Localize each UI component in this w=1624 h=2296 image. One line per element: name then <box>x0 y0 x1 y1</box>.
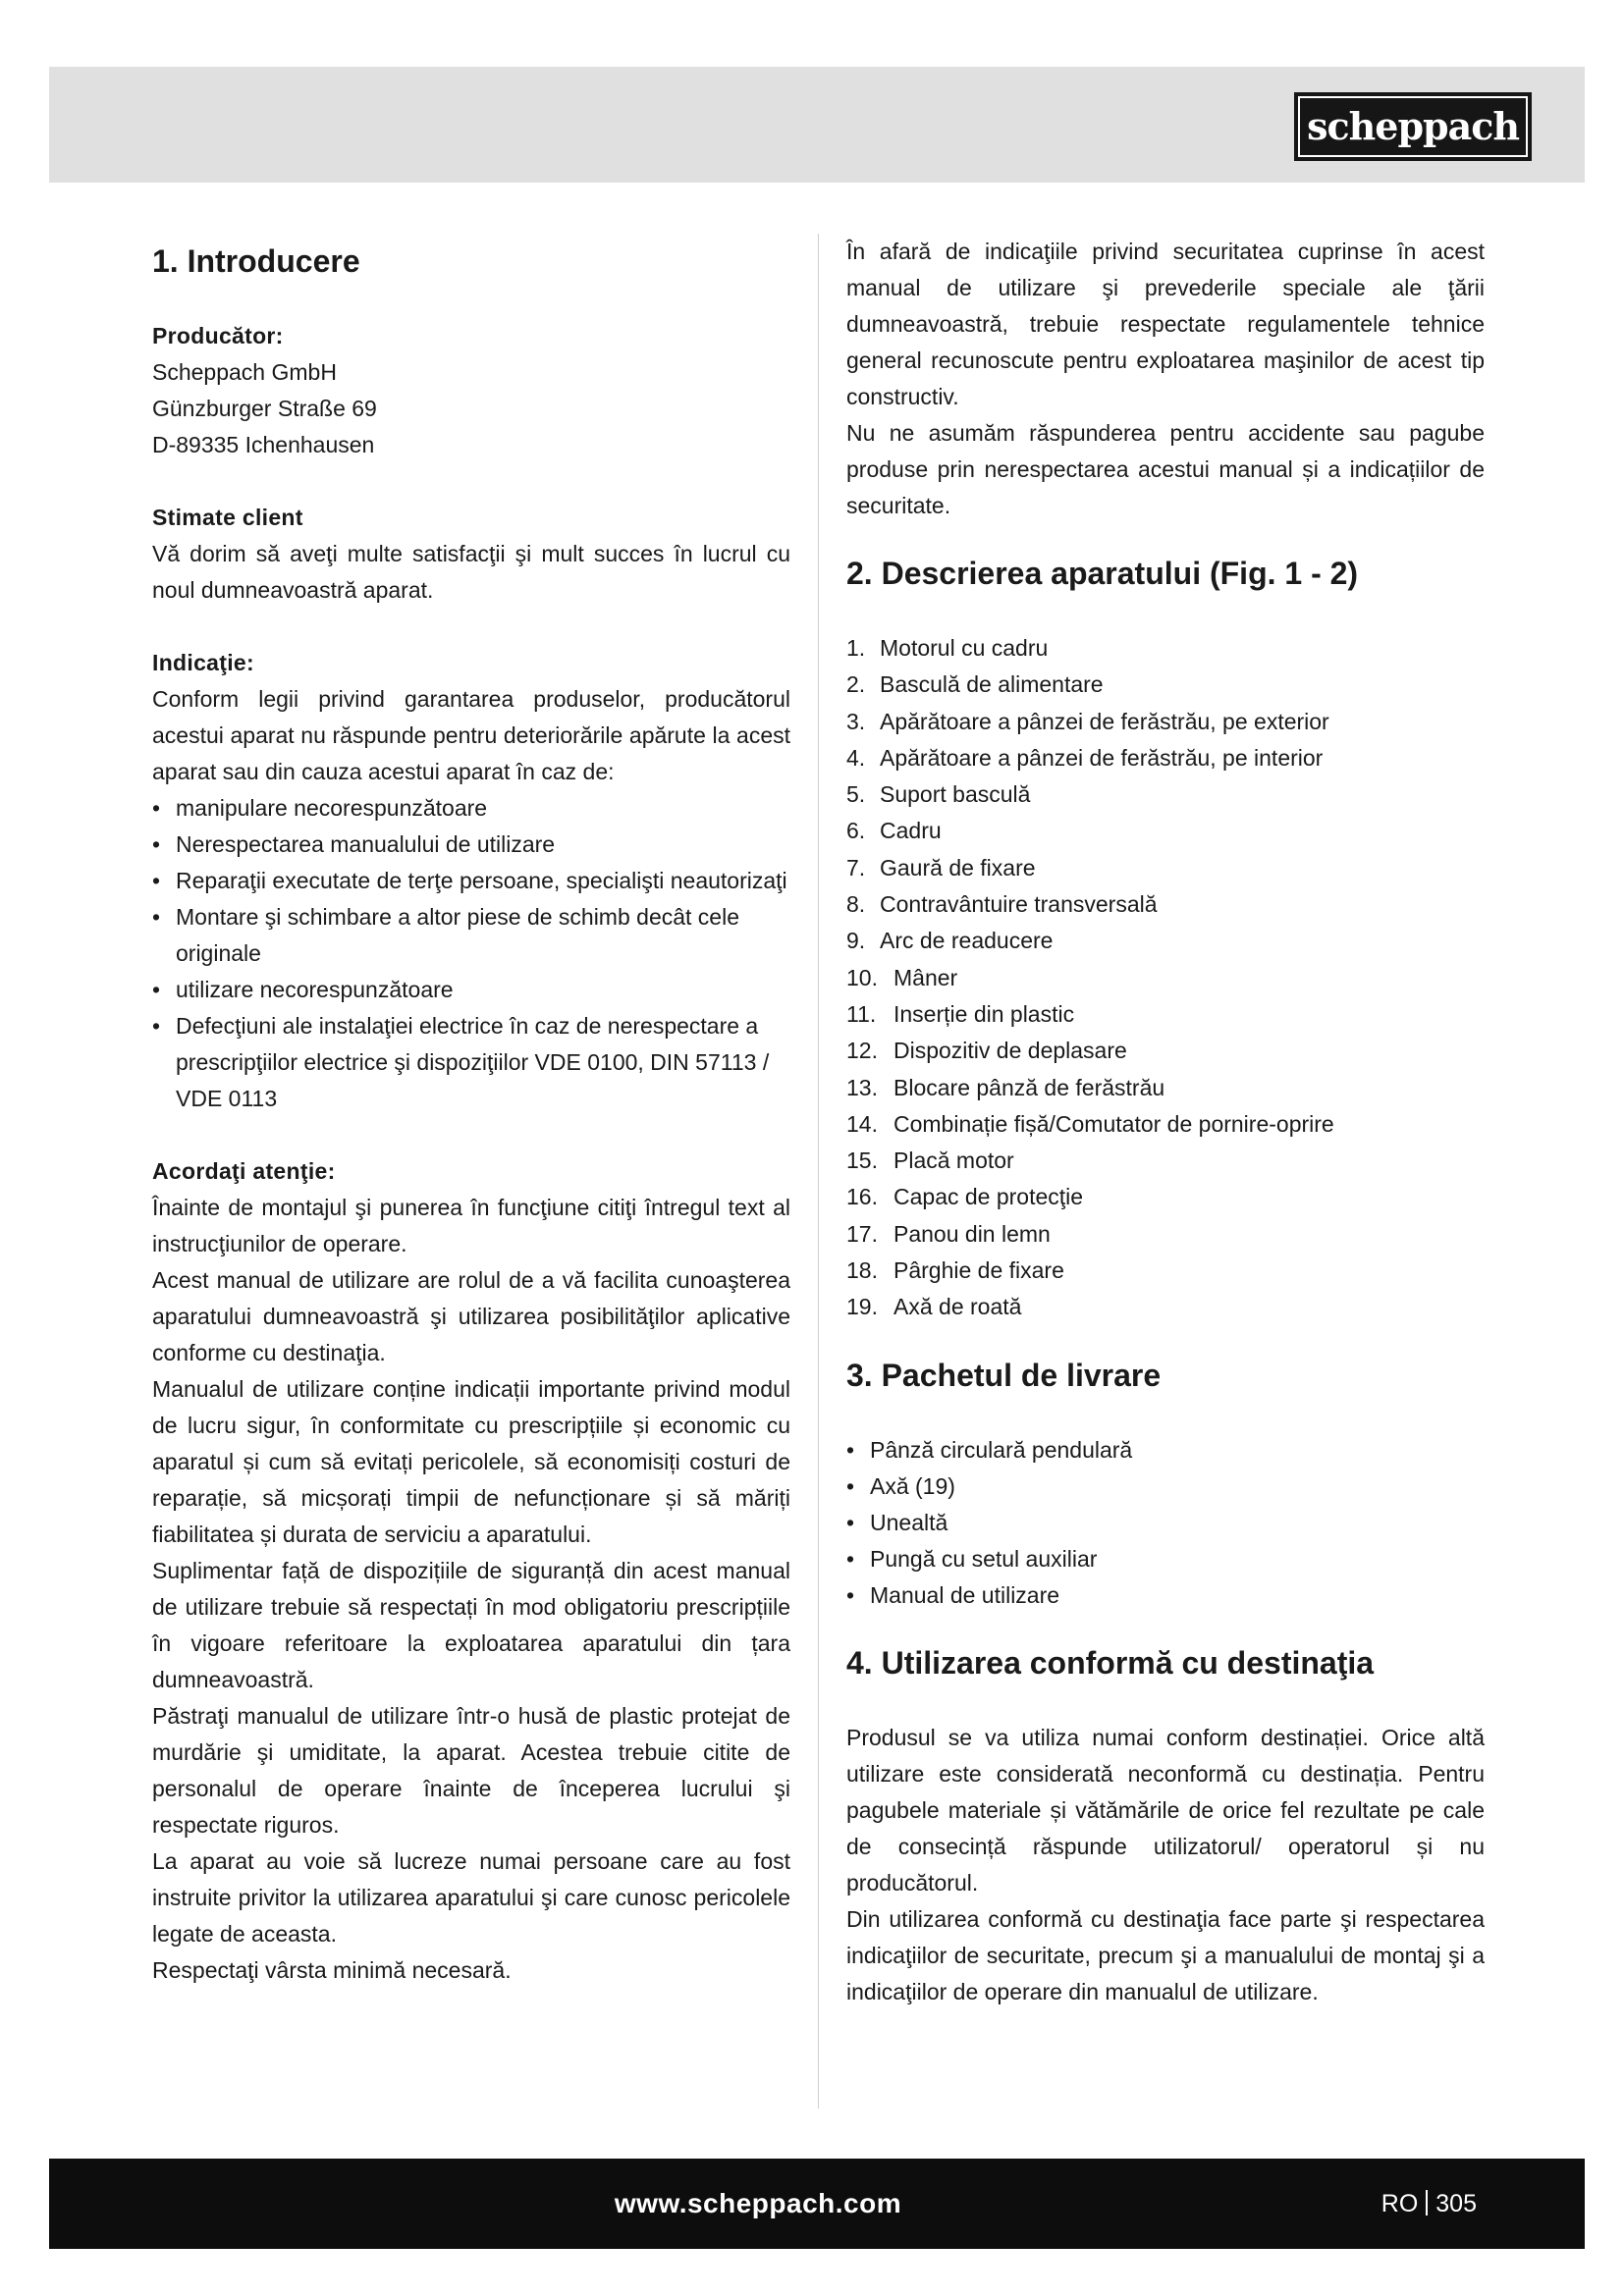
list-item: 16. Capac de protecţie <box>846 1184 1084 1210</box>
manufacturer-heading: Producător: <box>152 323 284 348</box>
list-item: • Nerespectarea manualului de utilizare <box>152 827 790 863</box>
list-item: • Manual de utilizare <box>846 1577 1485 1614</box>
intro-paragraph: În afară de indicaţiile privind securitatea cuprinse în acest manual de utilizare şi prevederile speciale ale ţării dumneavoastră, trebuie respectate regulamentele tehnice general recunoscute pentru exploatarea maşinilor de acest tip constructiv. <box>846 239 1485 409</box>
manufacturer-name: Scheppach GmbH <box>152 359 337 385</box>
intended-use-paragraph: Produsul se va utiliza numai conform destinației. Orice altă utilizare este considerată neconformă cu destinația. Pentru pagubele materiale și vătămările de orice fel rezultate pe cale de consecință răspunde utilizatorul/ operatorul și nu producătorul. <box>846 1724 1485 1896</box>
list-item: 7. Gaură de fixare <box>846 854 1036 881</box>
header-band <box>49 67 1585 183</box>
list-item: 2. Basculă de alimentare <box>846 671 1104 698</box>
note-intro: Conform legii privind garantarea produselor, producătorul acestui aparat nu răspunde pentru deteriorările apărute la acest aparat sau din cauza acestui aparat în caz de: <box>152 686 790 784</box>
attention-paragraph: La aparat au voie să lucreze numai persoane care au fost instruite privitor la utilizarea aparatului şi care cunosc pericolele legate de aceasta. <box>152 1848 790 1947</box>
footer-band <box>49 2159 1585 2249</box>
list-item: 10. Mâner <box>846 964 958 990</box>
list-item: 14. Combinație fișă/Comutator de pornire-oprire <box>846 1110 1334 1137</box>
page-number <box>1381 2159 1477 2249</box>
list-item: 4. Apărătoare a pânzei de ferăstrău, pe interior <box>846 744 1324 771</box>
intro-paragraph: Nu ne asumăm răspunderea pentru accidente sau pagube produse prin nerespectarea acestui manual și a indicațiilor de securitate. <box>846 420 1485 518</box>
list-item: • Pânză circulară pendulară <box>846 1432 1485 1468</box>
parts-list <box>846 630 1485 1326</box>
manufacturer-city: D-89335 Ichenhausen <box>152 432 375 457</box>
attention-paragraph: Înainte de montajul şi punerea în funcţiune citiţi întregul text al instrucţiunilor de operare. <box>152 1195 790 1256</box>
list-item: 17. Panou din lemn <box>846 1220 1051 1247</box>
attention-paragraph: Păstraţi manualul de utilizare într-o husă de plastic protejat de murdărie şi umiditate, la aparat. Acestea trebuie citite de personalul de operare înainte de începerea lucrului şi respectate riguros. <box>152 1703 790 1838</box>
list-item: 12. Dispozitiv de deplasare <box>846 1038 1127 1064</box>
attention-paragraph: Manualul de utilizare conține indicații importante privind modul de lucru sigur, în conformitate cu prescripțiile și economic cu aparatul și cum să evitați pericolele, să economisiți costuri de reparație, să micșorați timpii de nefuncționare și să măriți fiabilitatea și durata de serviciu a aparatului. <box>152 1376 790 1547</box>
attention-paragraph: Respectaţi vârsta minimă necesară. <box>152 1957 512 1983</box>
separator <box>1426 2190 1428 2216</box>
manufacturer-street: Günzburger Straße 69 <box>152 396 377 421</box>
section-4-title: 4. Utilizarea conformă cu destinaţia <box>846 1644 1375 1681</box>
page-number-value: 305 <box>1435 2190 1477 2217</box>
dear-customer-heading: Stimate client <box>152 505 303 530</box>
attention-paragraph: Suplimentar față de dispozițiile de siguranță din acest manual de utilizare trebuie să respectați în mod obligatoriu prescripțiile în vigoare referitoare la exploatarea aparatului din țara dumneavoastră. <box>152 1558 790 1692</box>
list-item: 6. Cadru <box>846 818 942 844</box>
right-column <box>846 234 1485 2010</box>
list-item: • Pungă cu setul auxiliar <box>846 1541 1485 1577</box>
footer-url[interactable]: www.scheppach.com <box>614 2188 902 2218</box>
intended-use-paragraph: Din utilizarea conformă cu destinaţia face parte şi respectarea indicaţiilor de securitate, precum şi a manualului de montaj şi a indicaţiilor de operare din manualul de utilizare. <box>846 1905 1485 2004</box>
list-item: • Axă (19) <box>846 1468 1485 1505</box>
list-item: 3. Apărătoare a pânzei de ferăstrău, pe exterior <box>846 708 1329 734</box>
list-item: • Reparaţii executate de terţe persoane, specialişti neautorizaţi <box>152 863 790 899</box>
list-item: • utilizare necorespunzătoare <box>152 972 790 1008</box>
list-item: 8. Contravântuire transversală <box>846 891 1158 918</box>
attention-heading: Acordaţi atenţie: <box>152 1158 336 1184</box>
list-item: 18. Pârghie de fixare <box>846 1257 1064 1284</box>
delivery-list <box>846 1432 1485 1614</box>
list-item: 13. Blocare pânză de ferăstrău <box>846 1074 1165 1100</box>
list-item: • Defecţiuni ale instalaţiei electrice în caz de nerespectare a prescripţiilor electrice şi dispoziţiilor VDE 0100, DIN 57113 / VDE 0113 <box>152 1008 790 1117</box>
list-item: 9. Arc de readucere <box>846 928 1054 954</box>
attention-paragraph: Acest manual de utilizare are rolul de a vă facilita cunoaşterea aparatului dumneavoastră şi utilizarea posibilităţilor aplicative conforme cu destinaţia. <box>152 1267 790 1365</box>
section-1-title: 1. Introducere <box>152 243 360 279</box>
column-divider <box>818 234 819 2109</box>
list-item: 5. Suport basculă <box>846 781 1031 808</box>
list-item: 1. Motorul cu cadru <box>846 635 1049 661</box>
list-item: 11. Inserție din plastic <box>846 1000 1075 1027</box>
note-bullet-list <box>152 790 790 1117</box>
list-item: • manipulare necorespunzătoare <box>152 790 790 827</box>
dear-customer-text: Vă dorim să aveţi multe satisfacţii şi mult succes în lucrul cu noul dumneavoastră aparat. <box>152 541 790 603</box>
section-2-title: 2. Descrierea aparatului (Fig. 1 - 2) <box>846 556 1359 591</box>
language-code: RO <box>1380 2190 1419 2217</box>
scheppach-logo: scheppach <box>1294 92 1532 161</box>
note-heading: Indicaţie: <box>152 650 254 675</box>
list-item: • Montare şi schimbare a altor piese de schimb decât cele originale <box>152 899 790 972</box>
left-column <box>152 234 790 1989</box>
list-item: 15. Placă motor <box>846 1148 1014 1174</box>
list-item: 19. Axă de roată <box>846 1294 1022 1320</box>
list-item: • Unealtă <box>846 1505 1485 1541</box>
section-3-title: 3. Pachetul de livrare <box>846 1357 1162 1393</box>
